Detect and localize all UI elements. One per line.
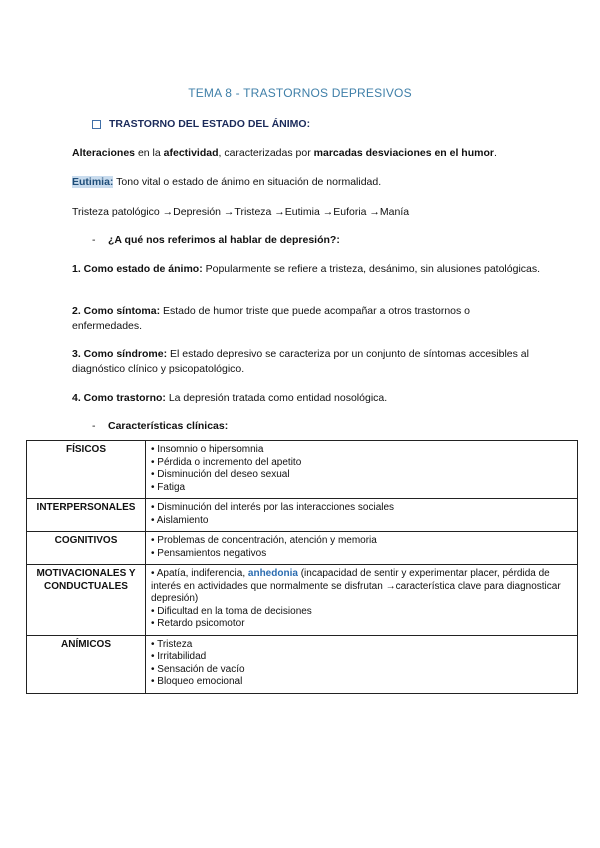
intro-paragraph [72, 146, 542, 161]
characteristics-heading: Características clínicas: [108, 420, 229, 432]
definition-4 [72, 391, 542, 406]
intro-text-2: , caracterizadas por [218, 147, 314, 159]
list-item: • Bloqueo emocional [151, 676, 243, 687]
list-item: • Disminución del deseo sexual [151, 469, 290, 480]
list-item: • Disminución del interés por las interacciones sociales [151, 502, 395, 513]
list-item: • Irritabilidad [151, 651, 207, 662]
mood-sequence: Tristeza patológico →Depresión →Tristeza →Eutimia →Euforia →Manía [72, 206, 410, 218]
definition-text: El estado depresivo se caracteriza por un conjunto de síntomas accesibles al diagnóstico clínico y psicopatológico. [72, 348, 529, 375]
table-row [27, 532, 578, 565]
question-line [92, 234, 340, 246]
list-item: • Fatiga [151, 481, 186, 493]
clinical-characteristics-table [26, 440, 578, 694]
characteristics-line [92, 420, 228, 432]
dash-marker: - [92, 420, 96, 432]
term-alteraciones: Alteraciones [72, 147, 136, 159]
list-item: • Aislamiento [151, 514, 209, 526]
checkbox-icon[interactable] [92, 120, 101, 129]
items-cell [146, 565, 578, 636]
definition-label: 2. Como síntoma: [72, 305, 161, 317]
definition-text: La depresión tratada como entidad nosológica. [165, 392, 388, 404]
list-item: • Pensamientos negativos [151, 547, 267, 559]
term-anhedonia: anhedonia [247, 568, 298, 579]
definition-label: 1. Como estado de ánimo: [72, 263, 203, 275]
list-item: • Tristeza [151, 638, 193, 650]
category-cell: ANÍMICOS [27, 635, 146, 693]
list-item: • Sensación de vacío [151, 663, 245, 675]
items-cell [146, 441, 578, 499]
list-item-rich [151, 568, 572, 606]
rich-prefix: • Apatía, indiferencia, [151, 568, 248, 579]
definition-1 [72, 262, 542, 277]
items-cell [146, 532, 578, 565]
category-cell: INTERPERSONALES [27, 499, 146, 532]
definition-2 [72, 304, 542, 334]
rich-suffix: (incapacidad de sentir y experimentar placer, pérdida de interés en actividades que normalmente se disfrutan →característica clave para diagnosticar depresión) [151, 568, 561, 604]
intro-text-3: . [493, 147, 497, 159]
dash-marker: - [92, 234, 96, 246]
page-title: TEMA 8 - TRASTORNOS DEPRESIVOS [188, 86, 412, 100]
definition-text: Popularmente se refiere a tristeza, desánimo, sin alusiones patológicas. [202, 263, 541, 275]
question-text: ¿A qué nos referimos al hablar de depresión?: [108, 234, 340, 246]
list-item: • Problemas de concentración, atención y memoria [151, 535, 377, 546]
list-item: • Retardo psicomotor [151, 618, 245, 629]
items-cell [146, 635, 578, 693]
category-cell: FÍSICOS [27, 441, 146, 499]
items-cell [146, 499, 578, 532]
table-row [27, 499, 578, 532]
intro-text-1: en la [135, 147, 164, 159]
definition-label: 3. Como síndrome: [72, 348, 168, 360]
term-desviaciones: marcadas desviaciones en el humor [313, 147, 494, 159]
list-item: • Pérdida o incremento del apetito [151, 456, 302, 468]
definition-3 [72, 347, 542, 377]
section-heading-text: TRASTORNO DEL ESTADO DEL ÁNIMO: [109, 118, 311, 130]
eutimia-text: Tono vital o estado de ánimo en situación de normalidad. [113, 176, 382, 188]
table-row [27, 441, 578, 499]
eutimia-paragraph [72, 175, 542, 190]
term-eutimia: Eutimia: [72, 176, 114, 188]
list-item: • Dificultad en la toma de decisiones [151, 605, 312, 617]
category-cell: MOTIVACIONALES Y CONDUCTUALES [27, 565, 146, 636]
table-row [27, 565, 578, 636]
definition-label: 4. Como trastorno: [72, 392, 166, 404]
list-item: • Insomnio o hipersomnia [151, 444, 264, 455]
category-cell: COGNITIVOS [27, 532, 146, 565]
term-afectividad: afectividad [163, 147, 219, 159]
definition-text: Estado de humor triste que puede acompañar a otros trastornos o enfermedades. [72, 305, 471, 332]
table-row [27, 635, 578, 693]
section-heading [92, 118, 310, 130]
